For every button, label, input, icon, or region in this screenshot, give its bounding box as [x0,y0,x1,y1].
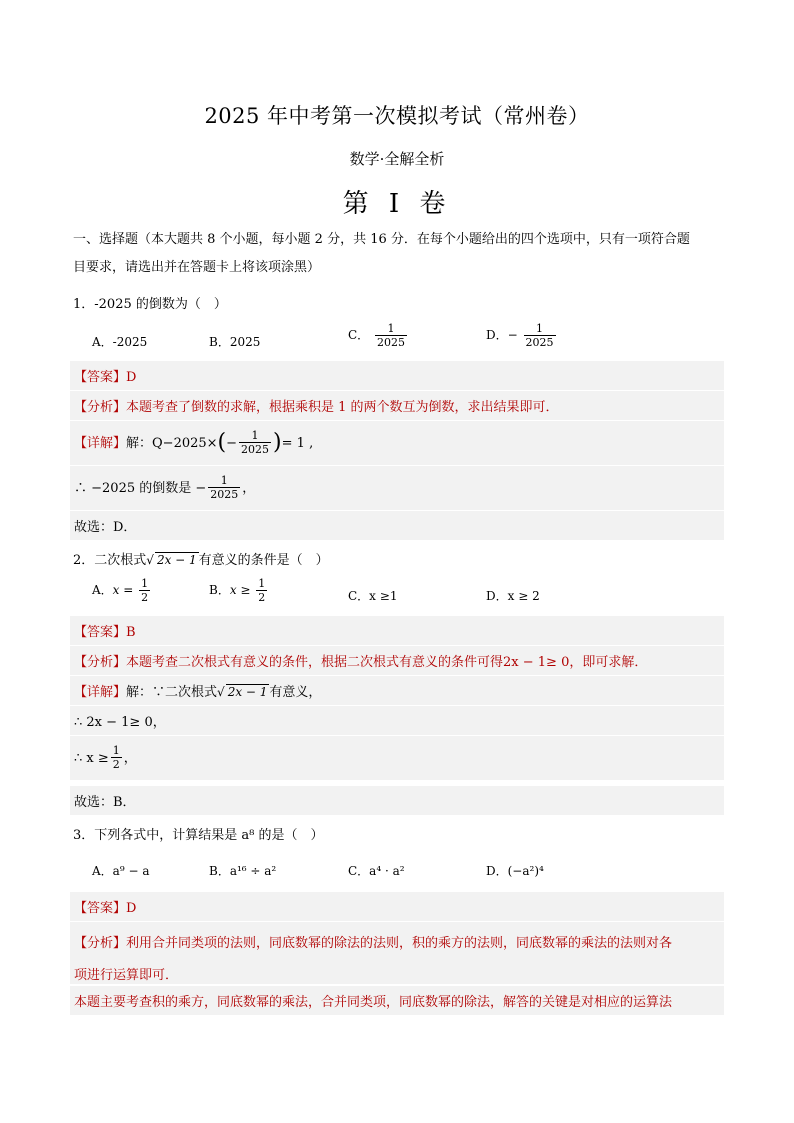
document-subtitle: 数学·全解全析 [349,150,445,168]
q2-detail-line2: ∴ 2x − 1≥ 0， [70,706,724,736]
detail-tag: 【详解】 [74,436,127,451]
q2-detail-line3: ∴ x ≥ $\frac{1}{2}$ ， [70,736,724,781]
q1-detail-row: 【详解】解：Q−2025×(− $\frac{1}{2025}$ )= 1 , [70,421,724,466]
q2-option-a: A．x = $\frac{1}{2}$ [92,577,149,604]
q3-option-b: B．a¹⁶ ÷ a² [209,864,277,878]
q1-answer-row [70,361,724,391]
q3-option-a: A．a⁹ − a [92,864,150,878]
q1-option-d: D．− $\frac{1}{2025}$ [486,322,554,349]
section-heading-line2: 目要求，请选出并在答题卡上将该项涂黑） [73,260,321,275]
q1-option-b: B．2025 [209,335,261,349]
q1-choose: 故选：D． [74,520,137,535]
answer-tag: 【答案】 [74,370,127,385]
q1-analysis-row [70,391,724,421]
q1-analysis: 本题考查了倒数的求解，根据乘积是 1 的两个数互为倒数，求出结果即可． [126,400,559,415]
q2-answer: B [126,625,136,640]
q2-option-b: B．x ≥ $\frac{1}{2}$ [209,577,266,604]
q1-option-a: A．-2025 [92,335,148,349]
q3-analysis-row: 【分析】利用合并同类项的法则，同底数幂的除法的法则，积的乘方的法则，同底数幂的乘法的法则对各 项进行运算即可． [70,922,724,985]
q3-option-d: D．(−a²)⁴ [486,864,544,878]
section-heading-line1: 一、选择题（本大题共 8 个小题，每小题 2 分，共 16 分．在每个小题给出的四个选项中，只有一项符合题 [73,232,690,247]
q2-analysis: 本题考查二次根式有意义的条件，根据二次根式有意义的条件可得2x − 1≥ 0，即可求解． [126,655,648,670]
q1-choose-row [70,511,724,541]
q2-option-c: C．x ≥1 [348,589,398,603]
q1-option-d-fraction: $\frac{1}{2025}$ [525,322,554,349]
q3-analysis-line3: 本题主要考查积的乘方，同底数幂的乘法，合并同类项，同底数幂的除法，解答的关键是对相应的运算法 [74,995,673,1010]
document-title: 2025 年中考第一次模拟考试（常州卷） [204,104,590,128]
q2-option-d: D．x ≥ 2 [486,589,540,603]
q1-option-c: C． $\frac{1}{2025}$ [348,322,406,349]
q2-detail-row: 【详解】解：∵二次根式√ 2x − 1 有意义， [70,676,724,706]
section-heading [73,226,725,282]
volume-heading: 第 I 卷 [342,189,452,219]
q2-analysis-row: 【分析】本题考查二次根式有意义的条件，根据二次根式有意义的条件可得2x − 1≥ 0，即可求解． [70,646,724,676]
q1-option-c-fraction: $\frac{1}{2025}$ [377,322,406,349]
q2-choose: 故选：B． [74,795,136,810]
q2-stem: 2．二次根式√ 2x − 1 有意义的条件是（ ） [73,553,329,568]
q3-analysis-line2: 项进行运算即可． [74,968,179,983]
q1-detail-line2: ∴ −2025 的倒数是 − $\frac{1}{2025}$ ， [70,466,724,511]
q1-stem: 1．-2025 的倒数为（ ） [73,297,227,312]
analysis-tag: 【分析】 [74,400,127,415]
q3-analysis-line1: 利用合并同类项的法则，同底数幂的除法的法则，积的乘方的法则，同底数幂的乘法的法则对各 [126,936,673,951]
q1-answer: D [126,370,137,385]
q3-option-c: C．a⁴ · a² [348,864,405,878]
q2-answer-row: 【答案】B [70,616,724,646]
q3-analysis-row2 [70,986,724,1016]
q3-answer-row: 【答案】D [70,892,724,922]
q2-choose-row [70,786,724,816]
q3-stem: 3．下列各式中，计算结果是 a⁸ 的是（ ） [73,828,324,843]
q3-answer: D [126,901,137,916]
